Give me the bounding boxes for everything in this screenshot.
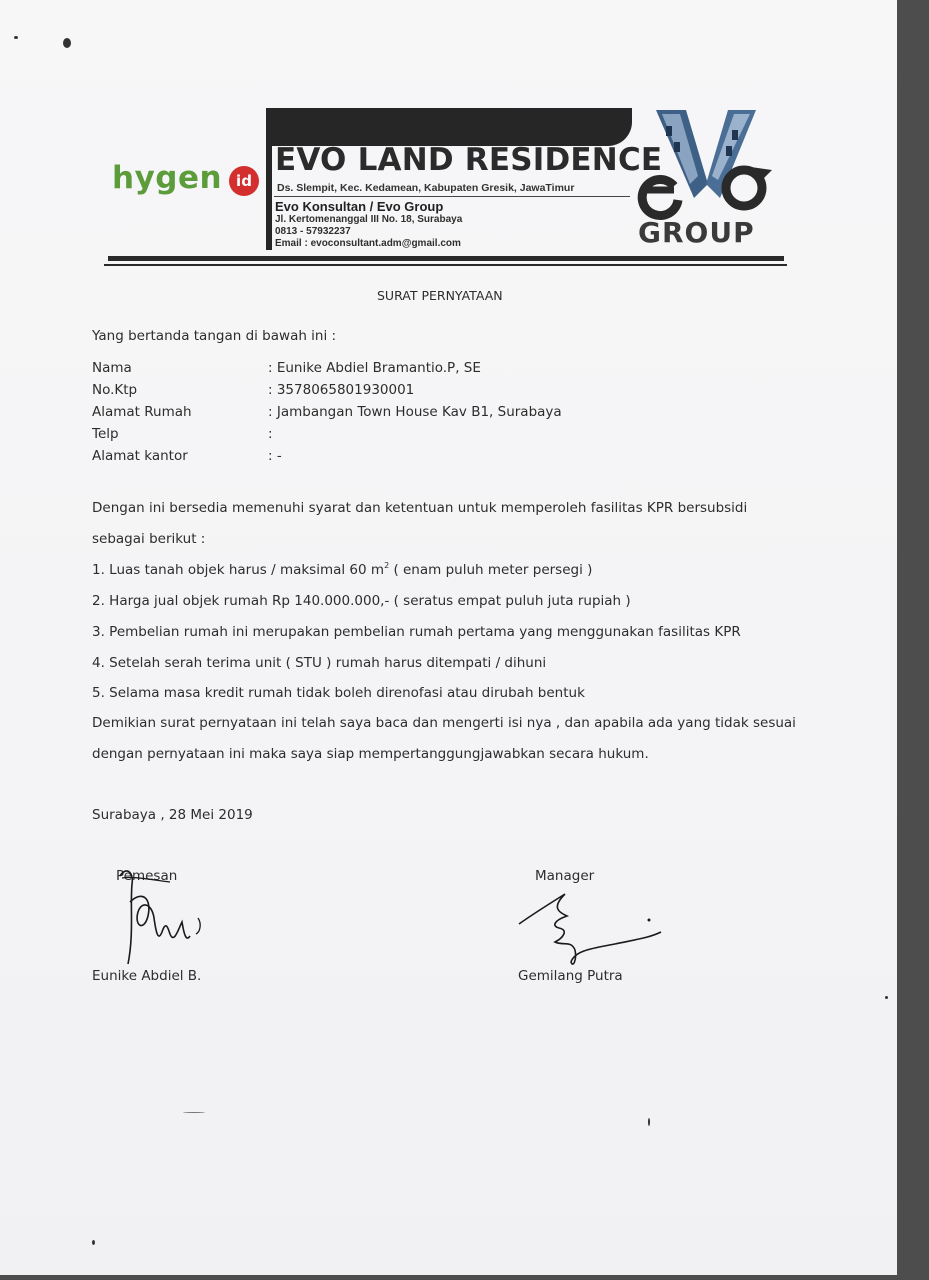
signature-right: [515, 890, 665, 970]
hygen-logo-badge: id: [229, 166, 259, 196]
letterhead-left-rule: [266, 108, 272, 250]
letterhead-thick-rule: [108, 256, 784, 261]
signature-left: [112, 862, 212, 972]
field-value-nama: : Eunike Abdiel Bramantio.P, SE: [268, 360, 481, 376]
closing-line-1: Demikian surat pernyataan ini telah saya baca dan mengerti isi nya , dan apabila ada yang tidak sesuai: [92, 715, 796, 731]
letterhead-top-bar: [266, 108, 632, 146]
scan-speck: [183, 1112, 205, 1113]
list-item-1-superscript: 2: [384, 561, 390, 570]
signature-right-role: Manager: [535, 868, 595, 884]
scan-speck: [14, 36, 18, 39]
list-item-1: [92, 562, 592, 578]
letterhead-street: Jl. Kertomenanggal III No. 18, Surabaya: [275, 214, 463, 225]
list-item-4: 4. Setelah serah terima unit ( STU ) rumah harus ditempati / dihuni: [92, 655, 547, 671]
field-value-alamat-rumah: : Jambangan Town House Kav B1, Surabaya: [268, 404, 562, 420]
letterhead-title: EVO LAND RESIDENCE: [275, 142, 663, 178]
scan-speck: [63, 38, 71, 48]
list-item-5: 5. Selama masa kredit rumah tidak boleh direnofasi atau dirubah bentuk: [92, 685, 585, 701]
letterhead-address: Ds. Slempit, Kec. Kedamean, Kabupaten Gresik, JawaTimur: [277, 182, 575, 194]
signature-left-role: Pemesan: [116, 868, 178, 884]
letterhead-email: Email : evoconsultant.adm@gmail.com: [275, 238, 461, 249]
field-value-ktp: : 3578065801930001: [268, 382, 415, 398]
letterhead-company: Evo Konsultan / Evo Group: [275, 199, 444, 214]
letterhead-phone: 0813 - 57932237: [275, 226, 351, 237]
intro-text: Yang bertanda tangan di bawah ini :: [92, 328, 337, 344]
closing-line-2: dengan pernyataan ini maka saya siap mempertanggungjawabkan secara hukum.: [92, 746, 649, 762]
document-title: SURAT PERNYATAAN: [377, 288, 503, 303]
list-item-1-before: 1. Luas tanah objek harus / maksimal 60 m: [92, 562, 385, 578]
field-label-alamat-rumah: Alamat Rumah: [92, 404, 192, 420]
list-item-2: 2. Harga jual objek rumah Rp 140.000.000,- ( seratus empat puluh juta rupiah ): [92, 593, 631, 609]
letterhead-thin-rule: [104, 264, 787, 266]
list-item-1-after: ( enam puluh meter persegi ): [389, 562, 593, 578]
field-label-ktp: No.Ktp: [92, 382, 138, 398]
letterhead-divider: [274, 196, 630, 197]
list-item-3: 3. Pembelian rumah ini merupakan pembelian rumah pertama yang menggunakan fasilitas KPR: [92, 624, 741, 640]
field-value-telp: :: [268, 426, 273, 442]
place-date: Surabaya , 28 Mei 2019: [92, 807, 253, 823]
scan-speck: [885, 996, 888, 999]
signature-right-name: Gemilang Putra: [518, 968, 623, 984]
signature-left-name: Eunike Abdiel B.: [92, 968, 202, 984]
scan-speck: [648, 1118, 650, 1126]
scan-speck: [92, 1240, 95, 1245]
hygen-logo: hygen: [112, 160, 223, 196]
evo-group-logo-text: GROUP: [638, 216, 755, 249]
statement-line-1: Dengan ini bersedia memenuhi syarat dan ketentuan untuk memperoleh fasilitas KPR bersubsidi: [92, 500, 748, 516]
field-label-nama: Nama: [92, 360, 132, 376]
statement-line-2: sebagai berikut :: [92, 531, 206, 547]
field-label-alamat-kantor: Alamat kantor: [92, 448, 188, 464]
field-value-alamat-kantor: : -: [268, 448, 282, 464]
field-label-telp: Telp: [92, 426, 119, 442]
